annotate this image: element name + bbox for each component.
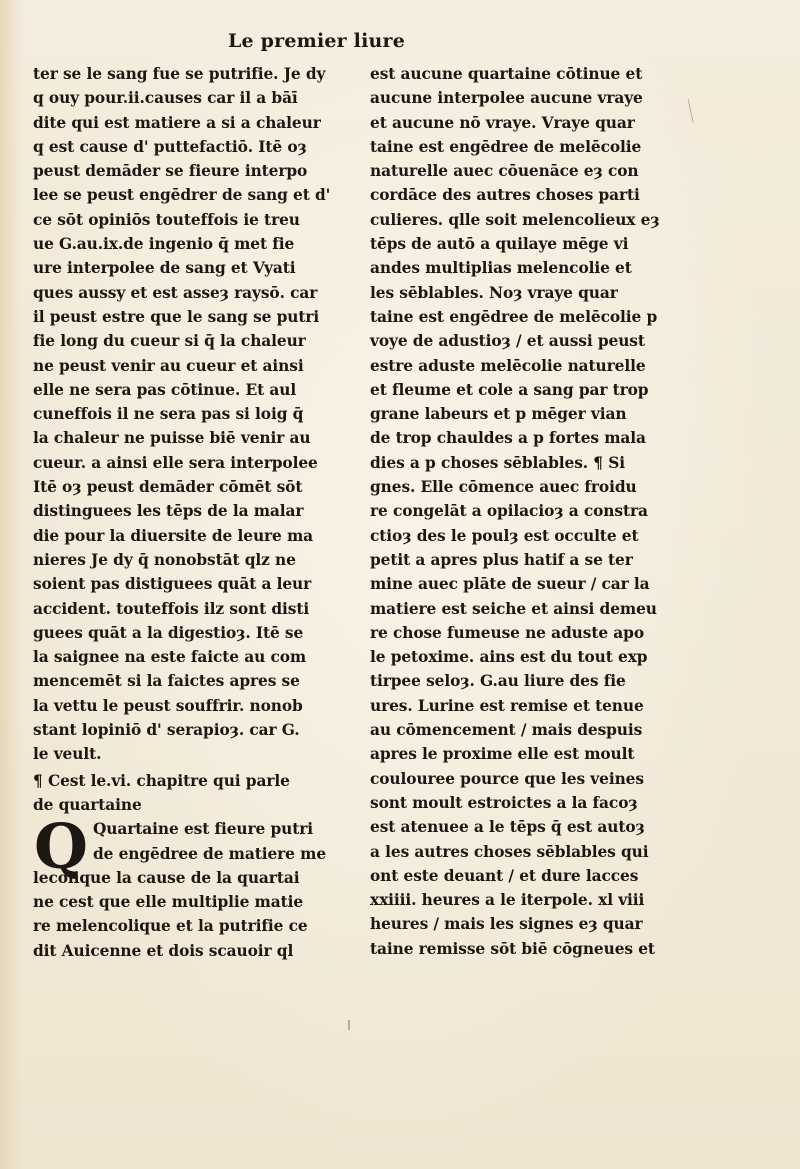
text-line: taine est engēdree de melēcolie p bbox=[370, 307, 658, 326]
text-line: peust demāder se fieure interpo bbox=[33, 162, 308, 181]
text-line: heures / mais les signes eȝ quar bbox=[370, 915, 643, 934]
text-line: le veult. bbox=[33, 745, 102, 764]
chapter-heading-line: ¶ Cest le.vi. chapitre qui parle bbox=[33, 771, 290, 790]
text-line: Quartaine est fieure putri bbox=[93, 820, 313, 839]
text-line: cuneffois il ne sera pas si loig q̄ bbox=[33, 405, 304, 424]
text-line: die pour la diuersite de leure ma bbox=[33, 526, 314, 545]
text-line: accident. touteffois ilz sont disti bbox=[33, 599, 310, 618]
text-line: taine est engēdree de melēcolie bbox=[370, 137, 642, 156]
text-line: soient pas distiguees quāt a leur bbox=[33, 575, 312, 594]
text-line: Itē oȝ peust demāder cōmēt sōt bbox=[33, 478, 303, 497]
running-header: Le premier liure bbox=[228, 30, 406, 52]
text-line: est atenuee a le tēps q̄ est autoȝ bbox=[370, 818, 645, 837]
text-line: taine remisse sōt biē cōgneues et bbox=[370, 939, 655, 958]
text-line: matiere est seiche et ainsi demeu bbox=[370, 599, 657, 618]
text-line: au cōmencement / mais despuis bbox=[370, 721, 643, 740]
text-line: stant lopiniō d' serapioȝ. car G. bbox=[33, 721, 300, 740]
text-line: apres le proxime elle est moult bbox=[370, 745, 635, 764]
text-line: la chaleur ne puisse biē venir au bbox=[33, 429, 311, 448]
text-line: q est cause d' puttefactiō. Itē oȝ bbox=[33, 137, 307, 156]
page-edge-shadow bbox=[0, 0, 22, 1169]
text-line: mine auec plāte de sueur / car la bbox=[370, 575, 650, 594]
text-line: dite qui est matiere a si a chaleur bbox=[33, 113, 321, 132]
text-line: ce sōt opiniōs touteffois ie treu bbox=[33, 210, 300, 229]
text-line: tirpee seloȝ. G.au liure des fie bbox=[370, 672, 626, 691]
text-line: estre aduste melēcolie naturelle bbox=[370, 356, 646, 375]
text-line: fie long du cueur si q̄ la chaleur bbox=[33, 332, 306, 351]
chapter-heading-line: de quartaine bbox=[33, 795, 142, 814]
text-line: sont moult estroictes a la facoȝ bbox=[370, 793, 638, 812]
text-line: mencemēt si la faictes apres se bbox=[33, 672, 300, 691]
text-line: lecolique la cause de la quartai bbox=[33, 868, 300, 887]
text-line: naturelle auec cōuenāce eȝ con bbox=[370, 162, 639, 181]
text-line: le petoxime. ains est du tout exp bbox=[370, 648, 648, 667]
text-line: ures. Lurine est remise et tenue bbox=[370, 696, 644, 715]
text-line: xxiiii. heures a le iterpole. xl viii bbox=[370, 891, 645, 910]
text-line: la saignee na este faicte au com bbox=[33, 648, 307, 667]
text-line: ctioȝ des le poulȝ est occulte et bbox=[370, 526, 639, 545]
text-line: ter se le sang fue se putrifie. Je dy bbox=[33, 65, 326, 83]
text-line: et aucune nō vraye. Vraye quar bbox=[370, 113, 635, 132]
text-line: guees quāt a la digestioȝ. Itē se bbox=[33, 623, 304, 642]
text-line: les sēblables. Noȝ vraye quar bbox=[370, 283, 618, 302]
text-line: dies a p choses sēblables. ¶ Si bbox=[370, 453, 626, 472]
text-line: cordāce des autres choses parti bbox=[370, 186, 640, 205]
text-line: coulouree pource que les veines bbox=[370, 769, 644, 788]
text-line: distinguees les tēps de la malar bbox=[33, 502, 304, 521]
text-line: nieres Je dy q̄ nonobstāt qlz ne bbox=[33, 550, 296, 569]
text-line: de engēdree de matiere me bbox=[93, 844, 327, 863]
text-line: a les autres choses sēblables qui bbox=[370, 842, 649, 861]
text-line: ont este deuant / et dure lacces bbox=[370, 866, 639, 885]
text-line: ue G.au.ix.de ingenio q̄ met fie bbox=[33, 235, 295, 254]
text-line: la vettu le peust souffrir. nonob bbox=[33, 696, 303, 715]
text-line: tēps de autō a quilaye mēge vi bbox=[370, 235, 629, 254]
text-line: ques aussy et est asseȝ raysō. car bbox=[33, 283, 318, 302]
text-line: gnes. Elle cōmence auec froidu bbox=[370, 478, 637, 497]
text-line: et fleume et cole a sang par trop bbox=[370, 380, 649, 399]
text-line: cueur. a ainsi elle sera interpolee bbox=[33, 453, 318, 472]
text-line: re congelāt a opilacioȝ a constra bbox=[370, 502, 648, 521]
drop-initial: Q bbox=[34, 810, 88, 884]
text-line: q ouy pour.ii.causes car il a bāī bbox=[33, 89, 298, 108]
text-line: ne cest que elle multiplie matie bbox=[33, 893, 304, 912]
text-line: lee se peust engēdrer de sang et d' bbox=[33, 186, 331, 205]
text-line: grane labeurs et p mēger vian bbox=[370, 405, 627, 424]
text-line: elle ne sera pas cōtinue. Et aul bbox=[33, 380, 297, 399]
left-text-column bbox=[33, 62, 358, 963]
text-line: ure interpolee de sang et Vyati bbox=[33, 259, 296, 278]
text-line: il peust estre que le sang se putri bbox=[33, 307, 320, 326]
text-line: andes multiplias melencolie et bbox=[370, 259, 632, 278]
text-line: dit Auicenne et dois scauoir ql bbox=[33, 941, 294, 960]
text-line: re melencolique et la putrifie ce bbox=[33, 917, 308, 936]
text-line: voye de adustioȝ / et aussi peust bbox=[370, 332, 645, 351]
text-line: petit a apres plus hatif a se ter bbox=[370, 550, 633, 569]
text-line: de trop chauldes a p fortes mala bbox=[370, 429, 646, 448]
right-text-column bbox=[370, 62, 695, 961]
gutter-mark bbox=[348, 1020, 350, 1030]
text-line: aucune interpolee aucune vraye bbox=[370, 89, 643, 108]
text-line: ne peust venir au cueur et ainsi bbox=[33, 356, 304, 375]
text-line: re chose fumeuse ne aduste apo bbox=[370, 623, 644, 642]
text-line: culieres. qlle soit melencolieux eȝ bbox=[370, 210, 660, 229]
text-line: est aucune quartaine cōtinue et bbox=[370, 65, 643, 83]
